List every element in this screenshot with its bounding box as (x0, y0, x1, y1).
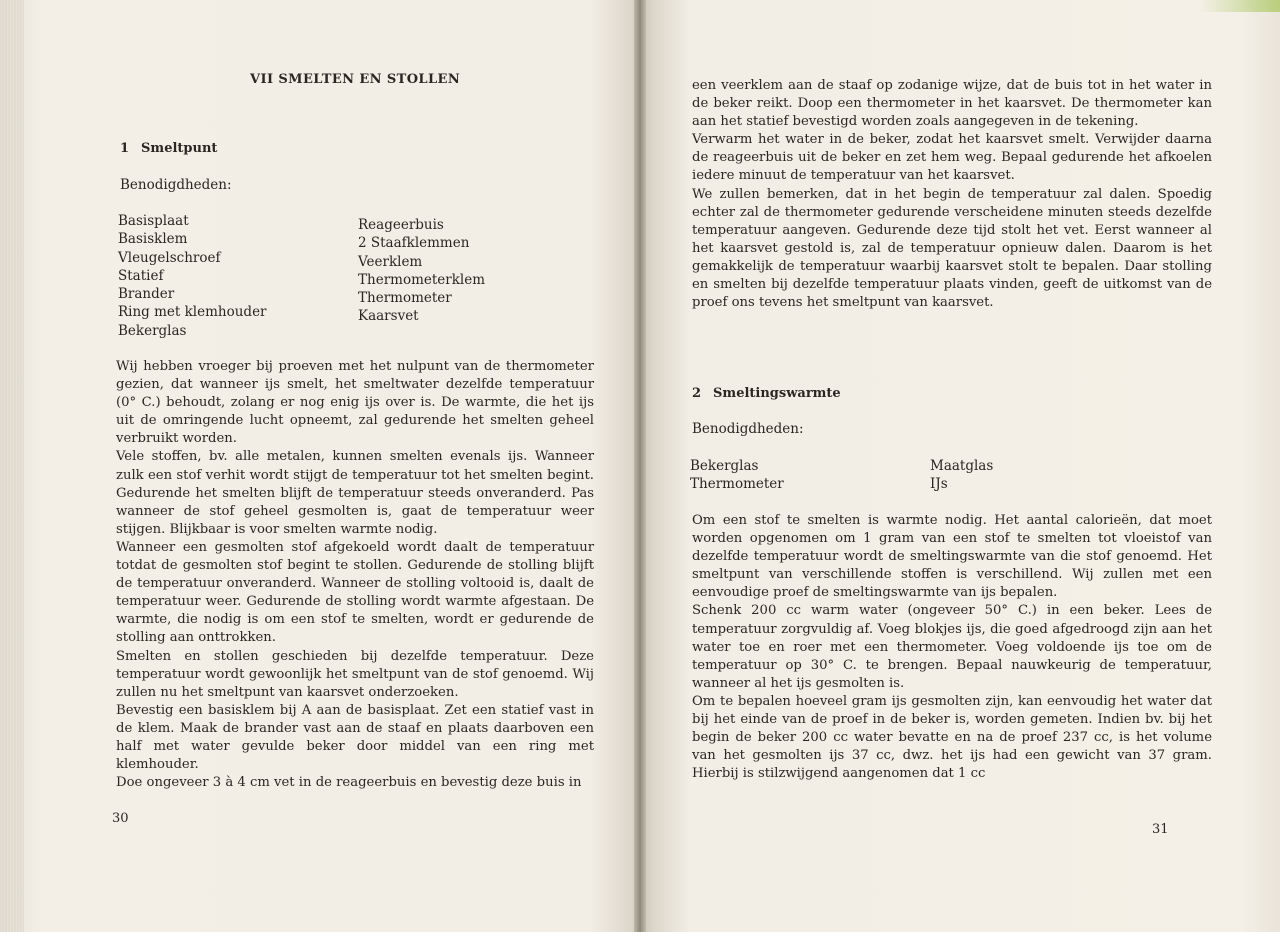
materials-label: Benodigdheden: (120, 177, 232, 193)
paragraph: Vele stoffen, bv. alle metalen, kunnen smelten evenals ijs. Wanneer zulk een stof verhit wordt stijgt de temperatuur tot het smelten begint. Gedurende het smelten blijft de temperatuur steeds onveranderd. Pas wanneer de stof geheel gesmolten is, gaat de temperatuur weer stijgen. Blijkbaar is voor smelten warmte nodig. (116, 449, 594, 537)
corner-stain (1200, 0, 1280, 12)
material-item: Kaarsvet (358, 308, 419, 325)
section-number: 2 (692, 386, 702, 401)
materials-list-col1 (690, 457, 784, 494)
paragraph: Wij hebben vroeger bij proeven met het nulpunt van de thermometer gezien, dat wanneer ijs smelt, het smeltwater dezelfde temperatuur (0° C.) behoudt, zolang er nog enig ijs over is. De warmte, die het ijs uit de omringende lucht opneemt, zal gedurende het smelten geheel verbruikt worden. (116, 359, 594, 447)
material-item: Thermometer (358, 290, 452, 307)
material-item: 2 Staafklemmen (358, 235, 470, 252)
chapter-title: VII SMELTEN EN STOLLEN (250, 72, 461, 87)
paragraph: een veerklem aan de staaf op zodanige wijze, dat de buis tot in het water in de beker reikt. Doop een thermometer in het kaarsvet. De thermometer kan aan het statief bevestigd worden zoals aangegeven in de tekening. (692, 78, 1212, 130)
material-item: Vleugelschroef (118, 249, 221, 266)
paragraph: We zullen bemerken, dat in het begin de temperatuur zal dalen. Spoedig echter zal de thermometer gedurende verscheidene minuten steeds dezelfde temperatuur aangeven. Gedurende deze tijd stolt het vet. Eerst wanneer al het kaarsvet gestold is, zal de temperatuur opnieuw dalen. Daarom is het gemakkelijk de temperatuur waarbij kaarsvet stolt te bepalen. Daar stolling en smelten bij dezelfde temperatuur plaats vinden, geeft de uitkomst van de proef ons tevens het smeltpunt van kaarsvet. (692, 186, 1212, 311)
section-title: Smeltingswarmte (713, 386, 841, 401)
page-number: 31 (1152, 822, 1169, 837)
paragraph: Wanneer een gesmolten stof afgekoeld wordt daalt de temperatuur totdat de gesmolten stof begint te stollen. Gedurende de stolling blijft de temperatuur onveranderd. Wanneer de stolling voltooid is, daalt de temperatuur weer. Gedurende de stolling wordt warmte afgestaan. De warmte, die nodig is om een stof te smelten, wordt er gedurende de stolling aan onttrokken. (116, 539, 594, 646)
material-item: Bekerglas (690, 458, 759, 474)
material-item: Bekerglas (118, 322, 187, 339)
materials-list-col2 (358, 216, 485, 326)
paragraph: Om te bepalen hoeveel gram ijs gesmolten zijn, kan eenvoudig het water dat bij het einde van de proef in de beker is, worden gemeten. Indien bv. bij het begin de beker 200 cc water bevatte en na de proef 237 cc, is het volume van het gesmolten ijs 37 cc, dwz. het ijs had een gewicht van 37 gram. Hierbij is stilzwijgend aangenomen dat 1 cc (692, 693, 1212, 782)
material-item: Statief (118, 267, 164, 284)
right-page (640, 0, 1280, 932)
section-number: 1 (120, 141, 130, 156)
page-number: 30 (112, 811, 129, 826)
paragraph: Om een stof te smelten is warmte nodig. Het aantal calorieën, dat moet worden opgenomen om 1 gram van een stof te smelten tot vloeistof van dezelfde temperatuur wordt de smeltingswarmte van die stof genoemd. Het smeltpunt van verschillende stoffen is verschillend. Wij zullen met een eenvoudige proef de smeltingswarmte van ijs bepalen. (692, 513, 1212, 601)
material-item: Brander (118, 286, 175, 303)
body-text-top (692, 77, 1212, 312)
material-item: IJs (930, 476, 948, 493)
material-item: Basisplaat (118, 213, 189, 229)
body-text-bottom (692, 512, 1212, 783)
body-text (116, 358, 594, 792)
paragraph: Doe ongeveer 3 à 4 cm vet in de reageerbuis en bevestig deze buis in (116, 775, 582, 791)
material-item: Veerklem (358, 253, 423, 270)
paragraph: Verwarm het water in de beker, zodat het kaarsvet smelt. Verwijder daarna de reageerbuis uit de beker en zet hem weg. Bepaal gedurende het afkoelen iedere minuut de temperatuur van het kaarsvet. (692, 132, 1212, 184)
materials-label: Benodigdheden: (692, 421, 804, 437)
materials-list-col1 (118, 212, 267, 340)
paragraph: Smelten en stollen geschieden bij dezelfde temperatuur. Deze temperatuur wordt gewoonlijk het smeltpunt van de stof genoemd. Wij zullen nu het smeltpunt van kaarsvet onderzoeken. (116, 648, 594, 700)
page-edge-stack (0, 0, 24, 932)
material-item: Reageerbuis (358, 217, 444, 233)
section-title: Smeltpunt (141, 141, 218, 156)
material-item: Thermometer (690, 476, 784, 493)
paragraph: Schenk 200 cc warm water (ongeveer 50° C.) in een beker. Lees de temperatuur zorgvuldig af. Voeg blokjes ijs, die goed afgedroogd zijn aan het water toe en roer met een thermometer. Voeg voldoende ijs toe om de temperatuur op 30° C. te brengen. Bepaal nauwkeurig de temperatuur, wanneer al het ijs gesmolten is. (692, 603, 1212, 691)
paragraph: Bevestig een basisklem bij A aan de basisplaat. Zet een statief vast in de klem. Maak de brander vast aan de staaf en plaats daarboven een half met water gevulde beker door middel van een ring met klemhouder. (116, 702, 594, 773)
material-item: Thermometerklem (358, 271, 486, 288)
section-heading-smeltpunt (120, 141, 217, 156)
material-item: Maatglas (930, 458, 994, 474)
material-item: Ring met klemhouder (118, 304, 267, 321)
book-gutter (634, 0, 646, 932)
material-item: Basisklem (118, 231, 188, 248)
section-heading-smeltingswarmte (692, 386, 841, 401)
materials-list-col2 (930, 457, 993, 494)
